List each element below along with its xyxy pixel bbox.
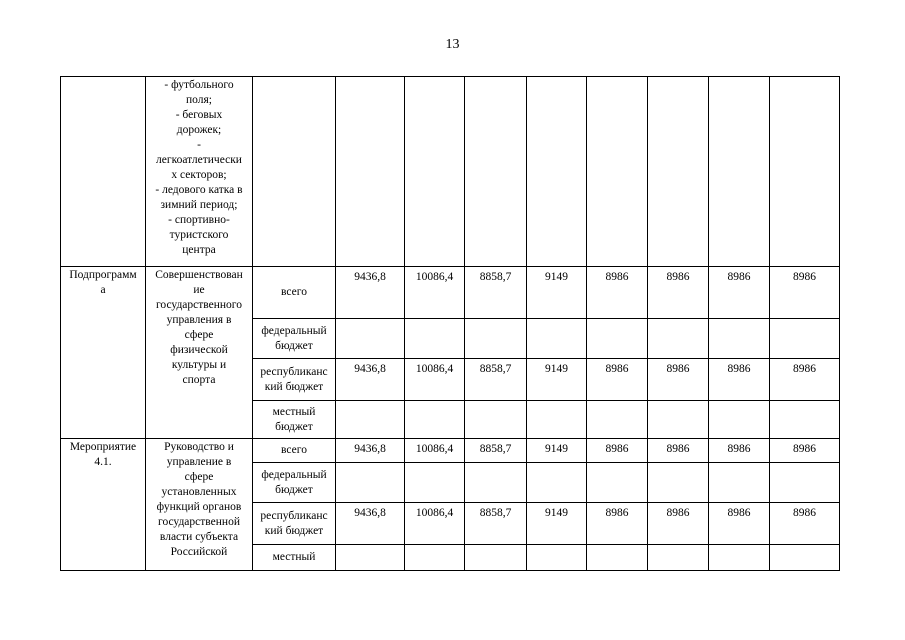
source-cell-empty — [253, 77, 336, 267]
value-cell — [405, 401, 465, 439]
value-cell: 8858,7 — [465, 359, 527, 401]
subprogram-name-cell — [146, 267, 253, 439]
source-cell — [253, 545, 336, 571]
value-cell: 8986 — [709, 503, 770, 545]
page-number: 13 — [445, 37, 460, 52]
value-cell: 8986 — [770, 503, 840, 545]
value-cell — [709, 463, 770, 503]
value-cell: 8986 — [648, 439, 709, 463]
value-cell: 8986 — [770, 267, 840, 319]
value-cell — [336, 77, 405, 267]
value-cell — [405, 545, 465, 571]
value-cell — [405, 77, 465, 267]
value-cell — [770, 401, 840, 439]
value-cell: 10086,4 — [405, 267, 465, 319]
value-cell — [648, 319, 709, 359]
description-cell — [146, 77, 253, 267]
value-cell — [465, 77, 527, 267]
value-cell — [770, 319, 840, 359]
value-cell — [527, 463, 587, 503]
value-cell — [527, 545, 587, 571]
source-label: федеральный бюджет — [261, 468, 327, 496]
value-cell — [527, 77, 587, 267]
source-label: местный бюджет — [272, 405, 316, 433]
value-cell: 9436,8 — [336, 359, 405, 401]
source-cell — [253, 359, 336, 401]
measure-row-total — [61, 439, 840, 463]
value-cell — [336, 401, 405, 439]
value-cell: 8986 — [587, 439, 648, 463]
value-cell — [527, 401, 587, 439]
value-cell — [405, 463, 465, 503]
source-cell — [253, 267, 336, 319]
value-cell — [465, 401, 527, 439]
source-label: республиканс кий бюджет — [260, 365, 328, 393]
value-cell: 10086,4 — [405, 503, 465, 545]
value-cell — [648, 545, 709, 571]
value-cell: 10086,4 — [405, 359, 465, 401]
value-cell: 8858,7 — [465, 439, 527, 463]
value-cell — [648, 77, 709, 267]
value-cell — [709, 319, 770, 359]
source-label: всего — [281, 444, 307, 456]
value-cell — [587, 463, 648, 503]
budget-table — [60, 76, 840, 571]
source-cell — [253, 439, 336, 463]
value-cell: 9149 — [527, 359, 587, 401]
subprogram-label: Подпрограмм а — [69, 269, 137, 296]
value-cell: 8986 — [770, 439, 840, 463]
value-cell — [465, 319, 527, 359]
source-label: всего — [281, 286, 307, 298]
continuation-row — [61, 77, 840, 267]
value-cell: 9436,8 — [336, 267, 405, 319]
value-cell: 8986 — [648, 359, 709, 401]
source-label: федеральный бюджет — [261, 324, 327, 352]
value-cell — [709, 545, 770, 571]
value-cell: 8986 — [709, 359, 770, 401]
value-cell: 8858,7 — [465, 503, 527, 545]
source-cell — [253, 319, 336, 359]
value-cell: 8986 — [709, 439, 770, 463]
value-cell: 8986 — [648, 267, 709, 319]
value-cell: 8986 — [709, 267, 770, 319]
value-cell — [465, 545, 527, 571]
value-cell: 8986 — [648, 503, 709, 545]
value-cell — [770, 545, 840, 571]
value-cell — [709, 77, 770, 267]
value-cell — [336, 319, 405, 359]
source-cell — [253, 503, 336, 545]
value-cell: 9149 — [527, 439, 587, 463]
subprogram-name: Совершенствован ие государственного управления в сфере физической культуры и спорта — [155, 269, 243, 386]
value-cell — [465, 463, 527, 503]
value-cell — [527, 319, 587, 359]
measure-label-cell — [61, 439, 146, 571]
table-body — [61, 77, 840, 571]
value-cell — [770, 77, 840, 267]
value-cell: 8986 — [587, 359, 648, 401]
value-cell — [648, 401, 709, 439]
measure-label: Мероприятие 4.1. — [69, 441, 137, 468]
measure-name: Руководство и управление в сфере установленных функций органов государственной власти субъекта Российской — [156, 441, 242, 558]
label-cell-empty — [61, 77, 146, 267]
source-cell — [253, 463, 336, 503]
source-label: местный — [272, 551, 316, 563]
value-cell: 8986 — [770, 359, 840, 401]
value-cell: 8858,7 — [465, 267, 527, 319]
value-cell — [587, 545, 648, 571]
value-cell: 9436,8 — [336, 439, 405, 463]
value-cell — [587, 319, 648, 359]
value-cell — [336, 463, 405, 503]
value-cell — [770, 463, 840, 503]
source-label: республиканс кий бюджет — [260, 509, 328, 537]
value-cell — [648, 463, 709, 503]
subprogram-label-cell — [61, 267, 146, 439]
value-cell — [587, 77, 648, 267]
value-cell: 10086,4 — [405, 439, 465, 463]
value-cell — [587, 401, 648, 439]
description-text: - футбольного поля; - беговых дорожек; - легкоатлетически х секторов; - ледового катка в зимний период; - спортивно- туристского центра — [155, 79, 243, 256]
source-cell — [253, 401, 336, 439]
value-cell: 8986 — [587, 267, 648, 319]
value-cell — [709, 401, 770, 439]
value-cell: 9436,8 — [336, 503, 405, 545]
subprogram-row-total — [61, 267, 840, 319]
value-cell: 9149 — [527, 267, 587, 319]
value-cell: 9149 — [527, 503, 587, 545]
value-cell — [336, 545, 405, 571]
value-cell — [405, 319, 465, 359]
value-cell: 8986 — [587, 503, 648, 545]
measure-name-cell — [146, 439, 253, 571]
